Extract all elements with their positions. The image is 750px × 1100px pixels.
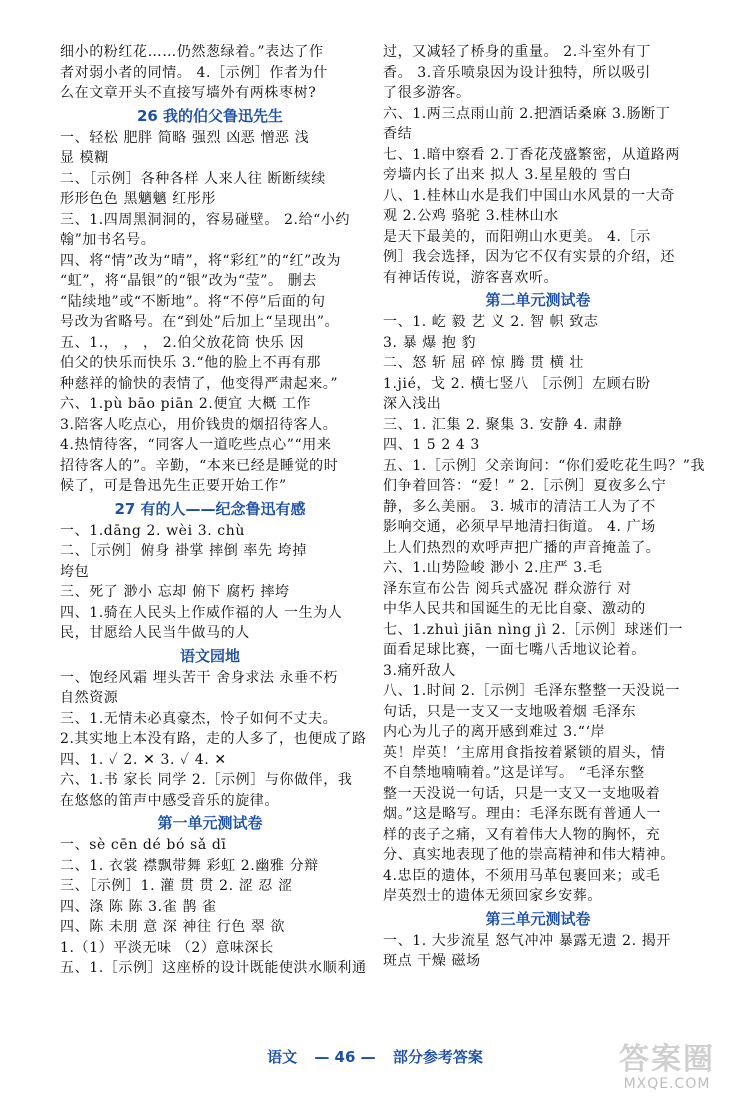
answer-line: 香结 (383, 126, 413, 142)
watermark-logo (592, 1044, 742, 1096)
answer-line: 2.其实地上本没有路，走的人多了，也便成了路 (60, 731, 367, 747)
answer-line: 号改为省略号。在“到处”后加上“呈现出”。 (60, 314, 340, 330)
answer-line: 四、1.骑在人民头上作威作福的人 一生为人 (60, 604, 343, 621)
answer-line: 面看足球比赛，一面七嘴八舌地议论着。 (383, 642, 646, 658)
answer-line: 是天下最美的，而阳朔山水更美。 4.［示 (383, 228, 651, 245)
answer-line: 1.jié，戈 2. 横七竖八 ［示例］左顾右盼 (383, 375, 651, 392)
answer-line: 三、1.无情未必真豪杰，怜子如何不丈夫。 (60, 710, 338, 727)
answer-line: 形形色色 黑魑魑 红彤彤 (60, 191, 217, 207)
answer-line: 影响交通，必须早早地清扫街道。 4. 广场 (383, 519, 656, 535)
answer-line: 五、1.， ， ， 2.伯父放花筒 快乐 因 (60, 334, 305, 351)
answer-line: 3.陪客人吃点心，用价钱贵的烟招待客人。 (60, 416, 338, 433)
answer-line: 斑点 干燥 磁场 (383, 953, 481, 969)
answer-line: 例］我会选择，因为它不仅有实景的介绍，还 (383, 249, 675, 265)
answer-line: 细小的粉红花……仍然葱绿着。”表达了作 (60, 44, 324, 60)
answer-line: 四、涤 陈 陈 3.雀 鹊 雀 (60, 898, 217, 915)
answer-line: 一、1. 屹 毅 艺 义 2. 智 帜 致志 (383, 314, 599, 330)
answer-line: 种慈祥的愉快的表情了，他变得严肃起来。” (60, 375, 339, 392)
answer-line: 烟。”这是略写。理由：毛泽东既有普通人一 (383, 806, 662, 822)
answer-line: 七、1.暗中察看 2.丁香花茂盛繁密，从道路两 (383, 146, 680, 163)
section-heading: 第三单元测试卷 (485, 909, 591, 928)
answer-line: 者对弱小者的同情。 4.［示例］作者为什 (60, 64, 328, 81)
answer-line: 过，又减轻了桥身的重量。 2.斗室外有丁 (383, 44, 651, 60)
answer-line: 八、1.桂林山水是我们中国山水风景的一大奇 (383, 187, 675, 204)
answer-line: 内心为儿子的离开感到难过 3.“‘岸 (383, 724, 606, 740)
answer-line: “虹”，将“晶银”的“银”改为“莹”。 删去 (60, 273, 317, 289)
answer-line: 观 2.公鸡 骆驼 3.桂林山水 (383, 208, 559, 224)
answer-line: 静，多么美丽。 3. 城市的清洁工人为了不 (383, 498, 656, 515)
answer-line: 一、1. 大步流星 怒气冲冲 暴露无遗 2. 揭开 (383, 932, 671, 949)
answer-line: 么在文章开头不直接写墙外有两株枣树? (60, 85, 317, 101)
answer-line: 四、陈 未朋 意 深 神往 行色 翠 欲 (60, 919, 286, 935)
answer-line: 深入浅出 (383, 396, 442, 412)
section-heading: 语文园地 (179, 646, 240, 665)
answer-line: 一、sè cēn dé bó sǎ dī (60, 837, 227, 853)
answer-line: 候了，可是鲁迅先生正要开始工作” (60, 478, 287, 494)
answer-line: 八、1.时间 2.［示例］毛泽东整整一天没说一 (383, 683, 680, 699)
footer-page-number: — 46 — (314, 1048, 376, 1066)
footer-section: 部分参考答案 (392, 1048, 483, 1066)
section-heading: 第二单元测试卷 (485, 291, 591, 309)
answer-line: 民，甘愿给人民当牛做马的人 (60, 625, 250, 641)
answer-line: 二、1. 衣裳 襟飘带舞 彩虹 2.幽雅 分辩 (60, 857, 319, 874)
answer-line: 上人们热烈的欢呼声把广播的声音掩盖了。 (383, 539, 661, 556)
answer-line: 有神话传说，游客喜欢听。 (383, 269, 559, 286)
watermark-title: 答案圈 (619, 1042, 715, 1077)
watermark-url: MXQE.COM (623, 1076, 711, 1092)
answer-line: 三、死了 渺小 忘却 俯下 腐朽 摔垮 (60, 584, 290, 600)
answer-line: 岸英烈士的遗体无须回家乡安葬。 (383, 888, 602, 904)
answer-line: 四、将“情”改为“晴”，将“彩红”的“红”改为 (60, 252, 342, 269)
section-heading: 26 我的伯父鲁迅先生 (136, 106, 284, 125)
answer-line: 4.热情待客，“同客人一道吃些点心”“用来 (60, 437, 332, 453)
answer-line: 七、1.zhuì jiān nìng jì 2.［示例］球迷们一 (383, 621, 684, 638)
answer-line: 3. 暴 爆 抱 豹 (383, 334, 477, 351)
answer-line: 显 模糊 (60, 150, 109, 166)
answer-line: 不自禁地喃喃着。”这是详写。 “毛泽东整 (383, 765, 645, 781)
answer-line: 句话，只是一支又一支地吸着烟 毛泽东 (383, 703, 637, 720)
answer-line: 在悠悠的笛声中感受音乐的旋律。 (60, 792, 279, 809)
answer-line: 了很多游客。 (383, 85, 471, 101)
answer-line: 二、［示例］各种各样 人来人往 断断续续 (60, 170, 326, 187)
answer-line: 香。 3.音乐喷泉因为设计独特，所以吸引 (383, 64, 651, 81)
answer-line: 旁墙内长了出来 拟人 3.星星般的 雪白 (383, 167, 632, 183)
answer-line: 二、怒 斩 屈 碎 惊 腾 贯 横 壮 (383, 355, 585, 371)
answer-line: 三、1. 汇集 2. 聚集 3. 安静 4. 肃静 (383, 416, 623, 433)
answer-line: 整一天没说一句话，只是一支又一支地吸着 (383, 785, 661, 802)
answer-line: 招待客人的”。辛勤，“本来已经是睡觉的时 (60, 457, 339, 474)
answer-line: “陆续地”或“不断地”。将“不停”后面的句 (60, 293, 326, 310)
answer-line: 1.（1）平淡无味 （2）意味深长 (60, 939, 274, 956)
answer-line: 4.忠臣的遗体，不须用马革包裹回来；或毛 (383, 867, 661, 884)
answer-line: 五、1.［示例］父亲询问：“你们爱吃花生吗？”我 (383, 457, 706, 474)
answer-line: 三、1.四周黑洞洞的，容易碰壁。 2.给“小约 (60, 211, 351, 228)
answer-line: 泽东宣布公告 阅兵式盛况 群众游行 对 (383, 580, 632, 597)
answer-line: 三、［示例］1. 灌 贯 贯 2. 涩 忍 涩 (60, 878, 293, 894)
footer-subject: 语文 (267, 1048, 298, 1066)
answer-line: 六、1.书 家长 同学 2.［示例］与你做伴，我 (60, 772, 353, 788)
answer-line: 中华人民共和国诞生的无比自豪、激动的 (383, 601, 646, 617)
section-heading: 27 有的人——纪念鲁迅有感 (114, 499, 306, 518)
answer-line: 一、1.dāng 2. wèi 3. chù (60, 522, 245, 539)
right-column (383, 42, 706, 972)
answer-line: 3.痛歼敌人 (383, 662, 456, 679)
answer-line: 四、1 5 2 4 3 (383, 437, 480, 453)
answer-line: 翰”加书名号。 (60, 232, 156, 248)
answer-line: 四、1. ✓ 2. ✕ 3. ✓ 4. ✕ (60, 751, 227, 768)
answer-line: 二、［示例］俯身 褂掌 摔倒 率先 垮掉 (60, 543, 307, 559)
answer-line: 六、1.pù bāo piān 2.便宜 大概 工作 (60, 396, 312, 412)
answer-line: 样的丧子之痛，又有着伟大人物的胸怀，充 (383, 826, 661, 843)
answer-line: 一、轻松 肥胖 简略 强烈 凶恶 憎恶 浅 (60, 129, 310, 146)
answer-line: 伯父的快乐而快乐 3.“他的脸上不再有那 (60, 355, 321, 371)
section-heading: 第一单元测试卷 (157, 814, 263, 832)
left-column (60, 42, 367, 979)
answer-line: 六、1.山势险峻 渺小 2.庄严 3.毛 (383, 560, 603, 576)
answer-line: 英！岸英！’主席用食指按着紧锁的眉头，情 (383, 744, 666, 761)
answer-line: 自然资源 (60, 690, 119, 706)
answer-line: 五、1.［示例］这座桥的设计既能使洪水顺利通 (60, 960, 367, 976)
answer-line: 分、真实地表现了他的崇高精神和伟大精神。 (383, 847, 675, 863)
answer-line: 一、饱经风霜 埋头苦干 舍身求法 永垂不朽 (60, 669, 338, 686)
answer-line: 六、1.两三点雨山前 2.把酒话桑麻 3.肠断丁 (383, 105, 671, 122)
answer-line: 垮包 (60, 563, 90, 580)
answer-line: 们争着回答：“爱！” 2.［示例］夏夜多么宁 (383, 478, 667, 494)
